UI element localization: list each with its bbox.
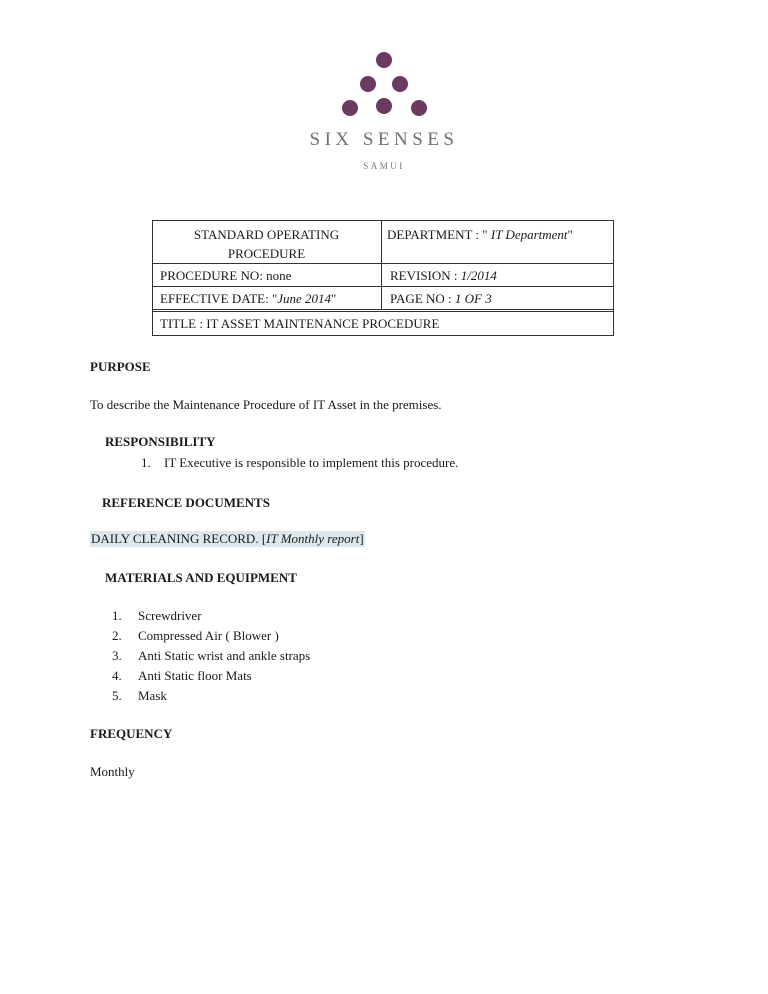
revision-label: REVISION :: [390, 268, 458, 283]
department-cell: [387, 225, 573, 244]
table-border: [381, 220, 382, 310]
purpose-heading: PURPOSE: [90, 359, 151, 374]
effective-date-cell: [160, 289, 336, 308]
responsibility-heading: RESPONSIBILITY: [105, 434, 216, 449]
list-item: [112, 626, 310, 646]
list-text: Compressed Air ( Blower ): [138, 628, 279, 643]
brand-location: SAMUI: [363, 161, 405, 171]
reference-text: [90, 531, 365, 547]
reference-doc: DAILY CLEANING RECORD. [: [91, 531, 267, 546]
table-border: [152, 311, 614, 312]
materials-list: [112, 606, 310, 706]
list-item: [112, 666, 310, 686]
logo-dot: [376, 98, 392, 114]
revision-value: 1/2014: [460, 268, 497, 283]
department-value: IT Department: [490, 227, 568, 242]
procedure-no-cell: PROCEDURE NO: none: [160, 268, 292, 283]
table-border: [152, 286, 614, 287]
list-number: 1.: [141, 455, 151, 470]
list-text: Screwdriver: [138, 608, 202, 623]
table-border: [152, 263, 614, 264]
sop-title-cell: [152, 225, 381, 263]
logo-dot: [342, 100, 358, 116]
effective-close: ": [331, 291, 337, 306]
sop-header-table: [152, 220, 614, 336]
department-close: ": [567, 227, 573, 242]
logo-dot: [411, 100, 427, 116]
list-text: IT Executive is responsible to implement this procedure.: [164, 455, 459, 470]
responsibility-list: [141, 453, 458, 473]
brand-name: SIX SENSES: [309, 129, 459, 150]
list-text: Anti Static floor Mats: [138, 668, 252, 683]
list-number: 1.: [112, 608, 122, 623]
sop-title-line2: PROCEDURE: [227, 246, 306, 261]
effective-label: EFFECTIVE DATE: ": [160, 291, 278, 306]
frequency-heading: FREQUENCY: [90, 726, 173, 741]
procedure-title-cell: TITLE : IT ASSET MAINTENANCE PROCEDURE: [160, 316, 440, 331]
department-label: DEPARTMENT : ": [387, 227, 488, 242]
page-no-cell: [390, 289, 492, 308]
reference-close: ]: [359, 531, 364, 546]
list-text: Anti Static wrist and ankle straps: [138, 648, 311, 663]
table-border: [152, 220, 614, 221]
reference-doc-italic: IT Monthly report: [266, 531, 360, 546]
page-value: 1 OF 3: [454, 291, 492, 306]
list-item: [112, 686, 310, 706]
sop-title-line1: STANDARD OPERATING: [193, 227, 340, 242]
purpose-text: To describe the Maintenance Procedure of IT Asset in the premises.: [90, 397, 442, 412]
list-item: [112, 646, 310, 666]
frequency-text: Monthly: [90, 764, 135, 779]
page-label: PAGE NO :: [390, 291, 452, 306]
list-text: Mask: [138, 688, 167, 703]
logo-dot: [376, 52, 392, 68]
revision-cell: [390, 266, 497, 285]
list-item: [141, 453, 458, 473]
materials-heading: MATERIALS AND EQUIPMENT: [105, 570, 297, 585]
logo-dot: [360, 76, 376, 92]
list-number: 4.: [112, 668, 122, 683]
reference-heading: REFERENCE DOCUMENTS: [102, 495, 270, 510]
logo-dot: [392, 76, 408, 92]
table-border: [152, 335, 614, 336]
table-border: [152, 309, 614, 310]
list-number: 2.: [112, 628, 122, 643]
list-item: [112, 606, 310, 626]
table-border: [613, 220, 614, 336]
list-number: 3.: [112, 648, 122, 663]
effective-value: June 2014: [277, 291, 332, 306]
list-number: 5.: [112, 688, 122, 703]
